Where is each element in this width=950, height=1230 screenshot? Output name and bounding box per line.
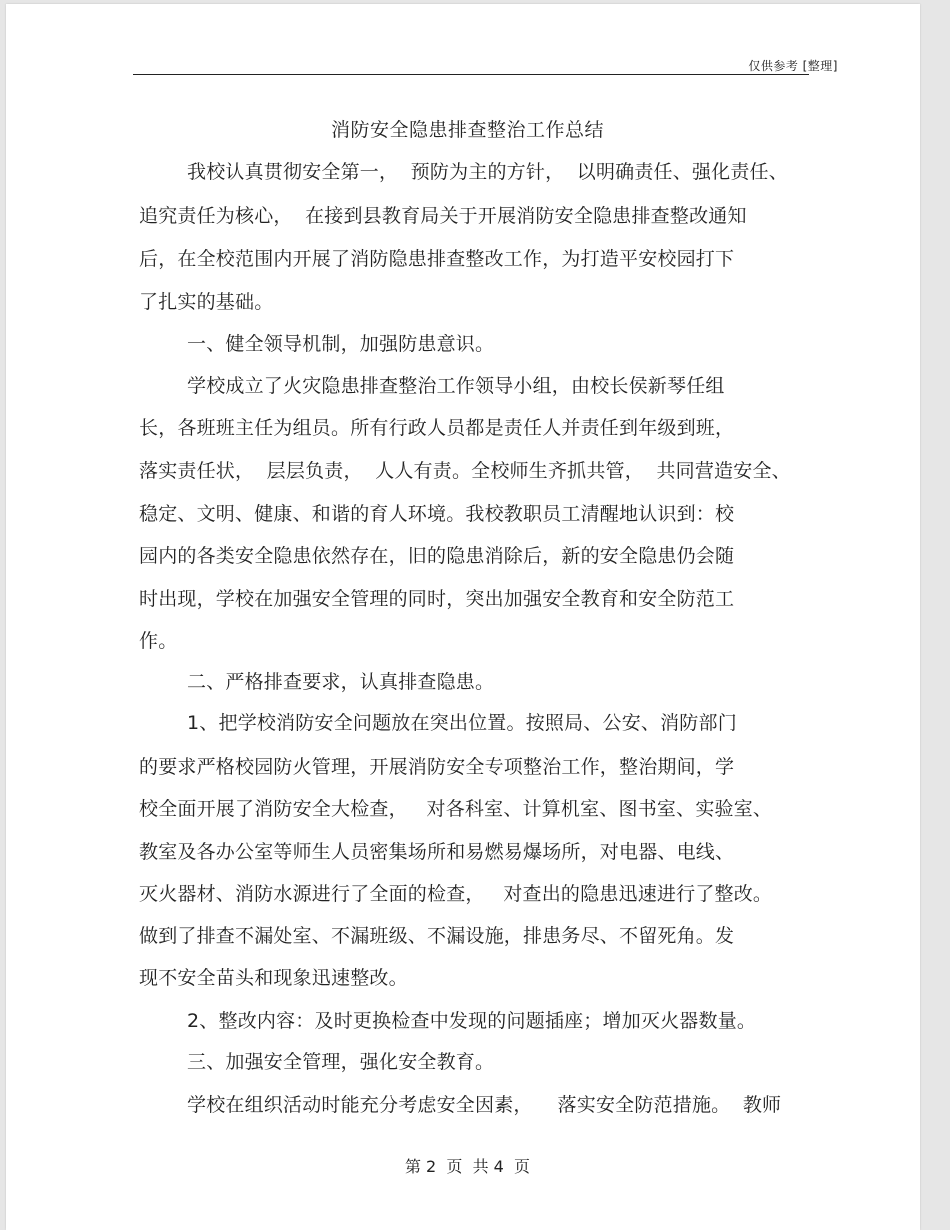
body-line: 学校成立了火灾隐患排查整治工作领导小组，由校长侯新琴任组 [187,375,725,397]
body-line: 做到了排查不漏处室、不漏班级、不漏设施，排患务尽、不留死角。发 [139,925,735,947]
section-heading: 二、严格排查要求，认真排查隐患。 [187,671,495,693]
body-line: 1、把学校消防安全问题放在突出位置。按照局、公安、消防部门 [187,712,737,734]
page-number: 第 2 页 共 4 页 [404,1157,531,1176]
body-line: 2、整改内容：及时更换检查中发现的问题插座；增加灭火器数量。 [187,1010,757,1032]
body-line: 学校在组织活动时能充分考虑安全因素， 落实安全防范措施。 教师 [187,1094,782,1116]
body-line: 后，在全校范围内开展了消防隐患排查整改工作，为打造平安校园打下 [139,248,735,270]
body-line: 追究责任为核心， 在接到县教育局关于开展消防安全隐患排查整改通知 [139,205,747,227]
body-line: 灭火器材、消防水源进行了全面的检查， 对查出的隐患迅速进行了整改。 [139,883,773,905]
body-line: 稳定、文明、健康、和谐的育人环境。我校教职员工清醒地认识到：校 [139,503,735,525]
body-line: 现不安全苗头和现象迅速整改。 [139,967,408,989]
document-page [6,4,920,1230]
body-line: 的要求严格校园防火管理，开展消防安全专项整治工作，整治期间，学 [139,756,735,778]
body-line: 作。 [139,630,178,652]
document-title: 消防安全隐患排查整治工作总结 [330,119,604,141]
header-note: 仅供参考 [整理] [748,59,838,73]
body-line: 时出现，学校在加强安全管理的同时，突出加强安全教育和安全防范工 [139,588,735,610]
body-line: 了扎实的基础。 [139,291,274,313]
body-line: 落实责任状， 层层负责， 人人有责。全校师生齐抓共管， 共同营造安全、 [139,460,791,482]
body-line: 我校认真贯彻安全第一， 预防为主的方针， 以明确责任、强化责任、 [187,161,788,183]
body-line: 长，各班班主任为组员。所有行政人员都是责任人并责任到年级到班， [139,417,735,439]
header-divider [133,74,809,75]
section-heading: 一、健全领导机制，加强防患意识。 [187,333,495,355]
body-line: 园内的各类安全隐患依然存在，旧的隐患消除后，新的安全隐患仍会随 [139,545,735,567]
section-heading: 三、加强安全管理，强化安全教育。 [187,1051,495,1073]
body-line: 校全面开展了消防安全大检查， 对各科室、计算机室、图书室、实验室、 [139,798,773,820]
body-line: 教室及各办公室等师生人员密集场所和易燃易爆场所，对电器、电线、 [139,841,735,863]
